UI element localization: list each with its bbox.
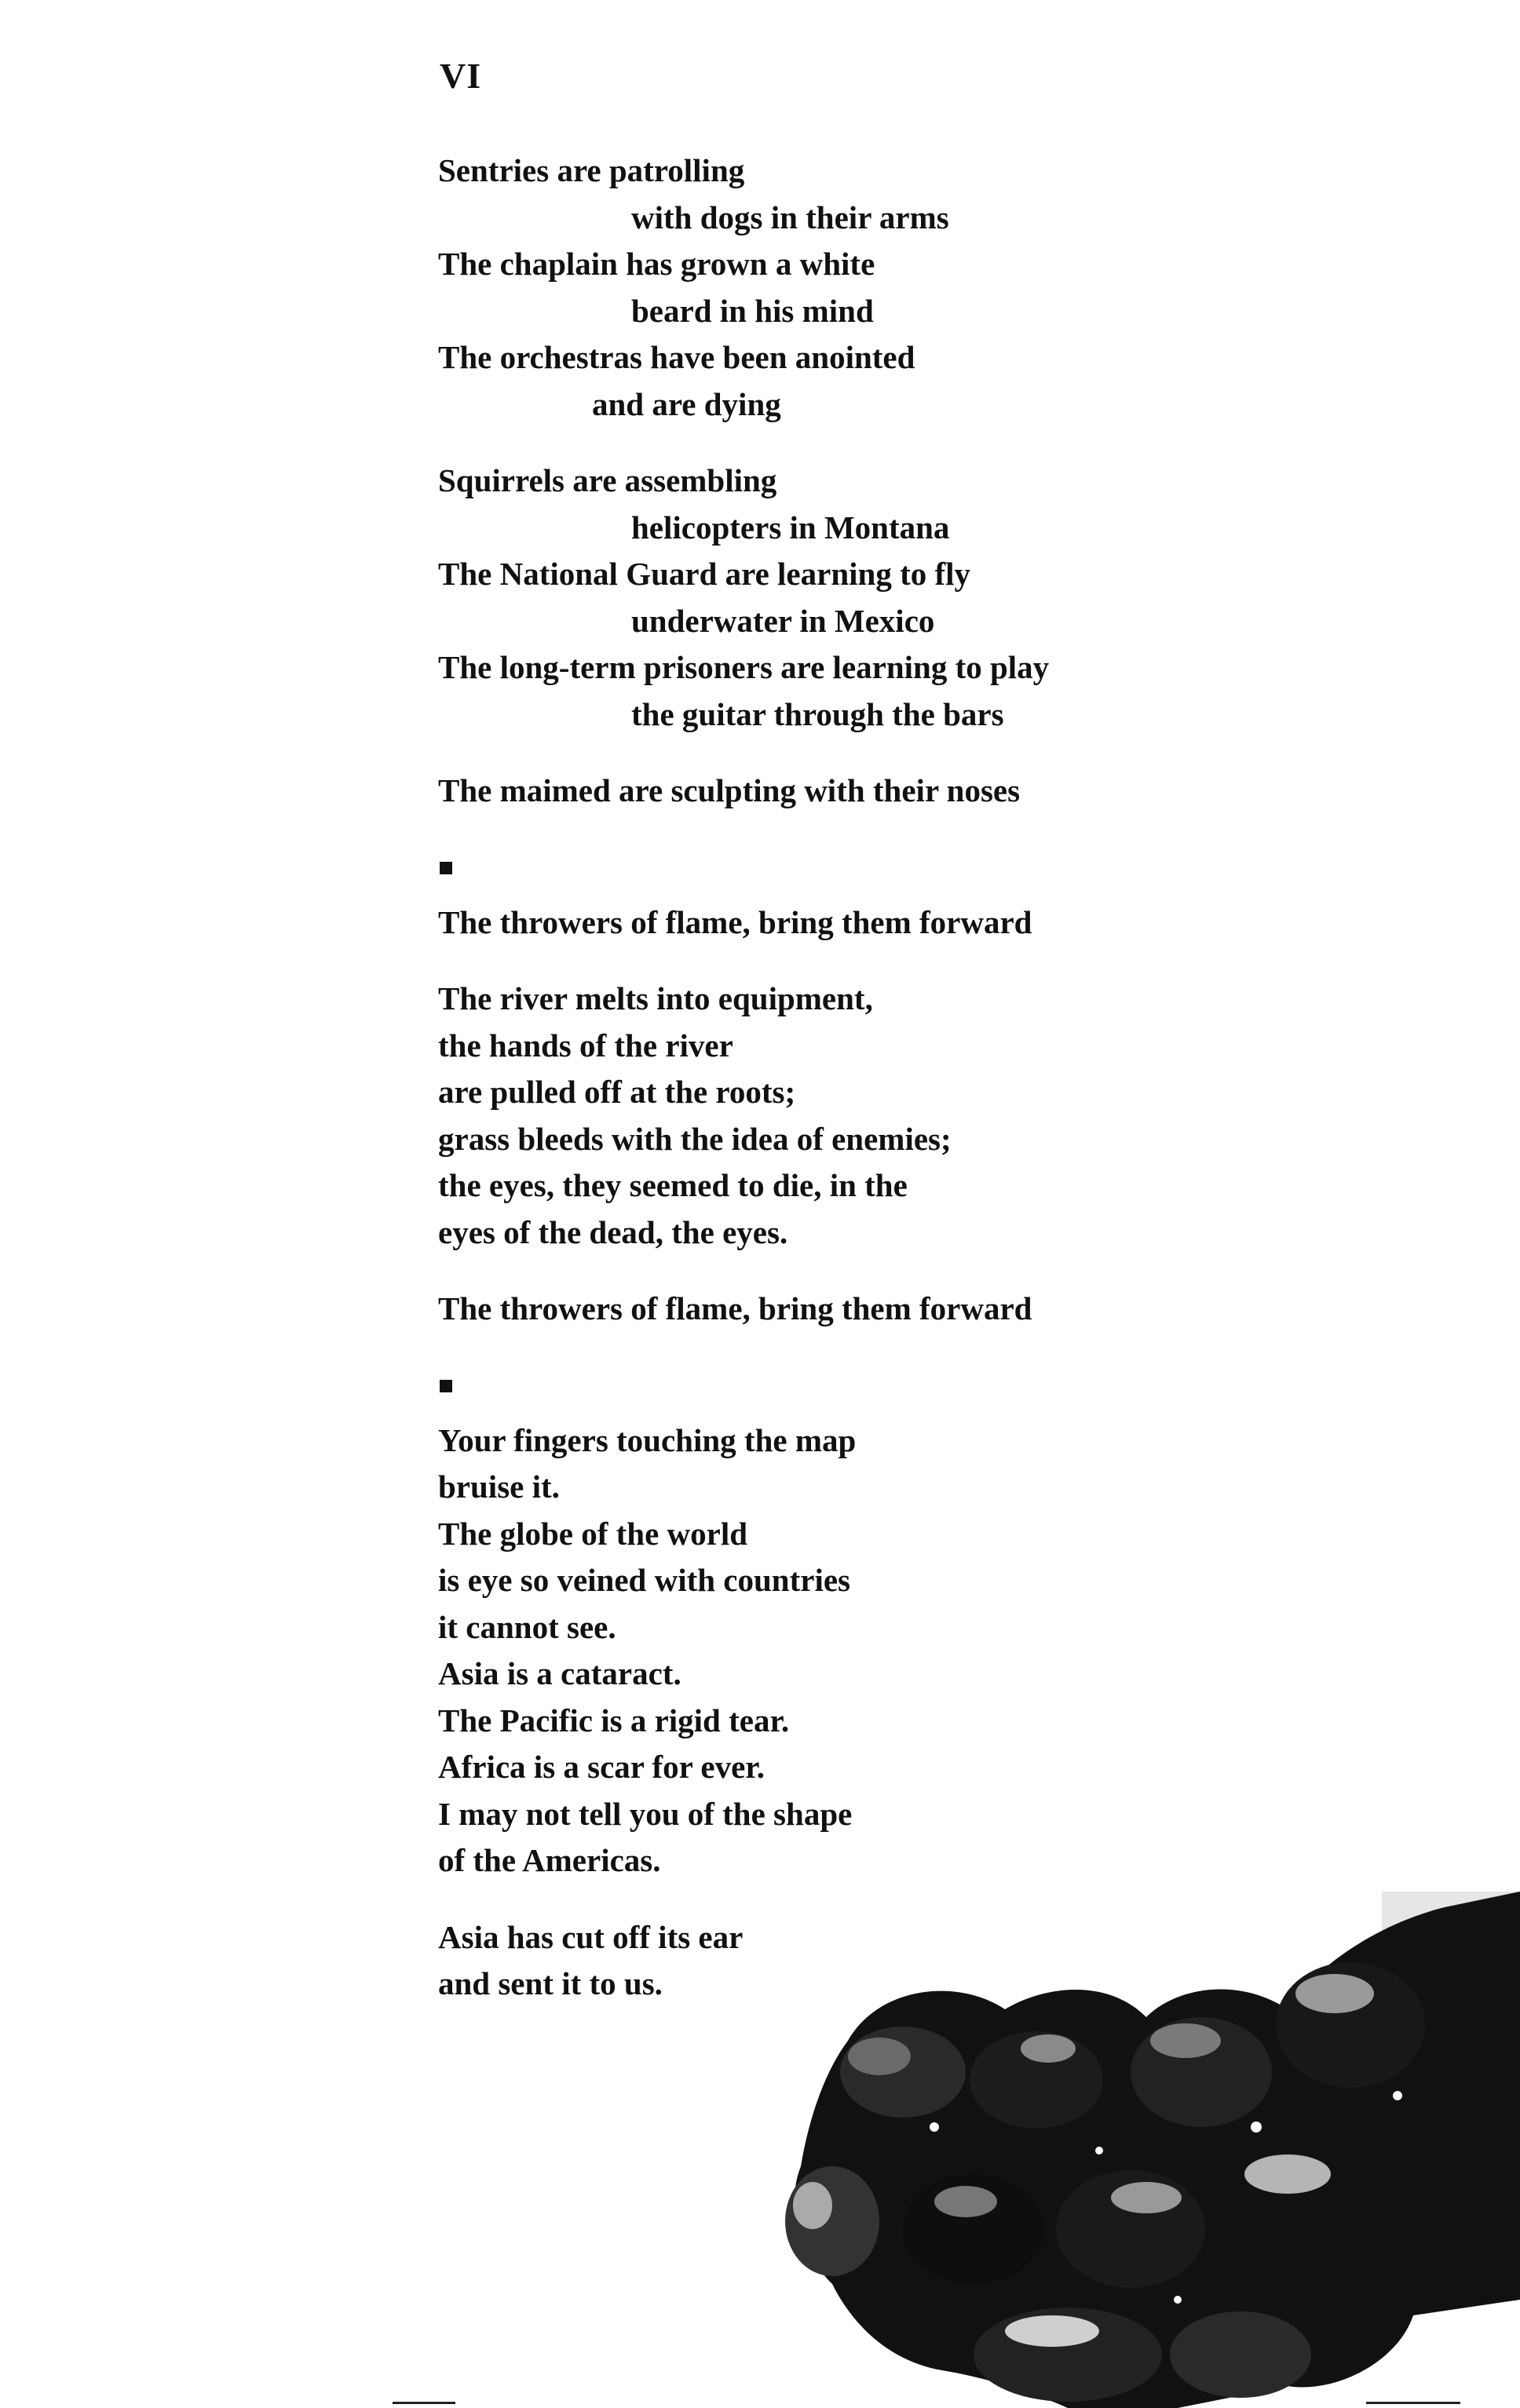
stanza-3 [438,768,1223,815]
stanza-gap [438,738,1223,768]
section-numeral: VI [440,56,482,96]
poem-line: and sent it to us. [438,1965,663,2001]
poem-line: and are dying [592,385,781,422]
stanza-2 [438,458,1223,738]
poem-line: it cannot see. [438,1608,616,1645]
poem-line: Sentries are patrolling [438,152,745,188]
poem-line: The river melts into equipment, [438,980,873,1016]
poem-line: beard in his mind [631,292,874,329]
poem-line: is eye so veined with countries [438,1562,850,1598]
photo-of-heads-icon [738,1892,1520,2408]
poem-line: helicopters in Montana [631,509,950,545]
footer-rule [393,2402,455,2404]
poem-line: The National Guard are learning to fly [438,556,971,592]
poem-line: the eyes, they seemed to die, in the [438,1167,908,1203]
poem-line: Asia is a cataract. [438,1655,681,1691]
stanza-5 [438,1417,1223,1884]
poem-line: The Pacific is a rigid tear. [438,1702,790,1739]
section-bullet [440,1380,452,1392]
poem-line: The maimed are sculpting with their noses [438,772,1021,808]
poem-line: Asia has cut off its ear [438,1918,744,1955]
footer-rule [1366,2402,1460,2404]
poem-line: Squirrels are assembling [438,462,777,498]
poem-line: underwater in Mexico [631,602,935,639]
refrain-line: The throwers of flame, bring them forward [438,1290,1032,1326]
poem-line: bruise it. [438,1469,560,1505]
stanza-4 [438,976,1223,1256]
poem-line: grass bleeds with the idea of enemies; [438,1120,952,1157]
poem [438,148,1223,2008]
poem-line: The long-term prisoners are learning to play [438,649,1050,685]
stanza-gap [438,815,1223,845]
poem-line: The chaplain has grown a white [438,246,875,282]
poem-line: the guitar through the bars [631,695,1004,732]
poem-line: eyes of the dead, the eyes. [438,1213,788,1250]
stanza-1 [438,148,1223,428]
stanza-gap [438,1256,1223,1286]
section-bullet [440,862,452,874]
poem-line: of the Americas. [438,1842,661,1878]
poem-line: with dogs in their arms [631,199,949,235]
poem-line: the hands of the river [438,1027,733,1064]
poem-line: I may not tell you of the shape [438,1795,853,1832]
stanza-gap [438,1410,1223,1417]
stanza-gap [438,428,1223,458]
stanza-gap [438,946,1223,976]
poem-line: Your fingers touching the map [438,1421,857,1458]
poem-line: Africa is a scar for ever. [438,1749,765,1785]
stanza-gap [438,892,1223,899]
poem-line: are pulled off at the roots; [438,1074,796,1110]
refrain-line: The throwers of flame, bring them forward [438,903,1032,940]
poem-line: The orchestras have been anointed [438,339,915,375]
stanza-gap [438,1333,1223,1363]
poem-line: The globe of the world [438,1515,748,1552]
